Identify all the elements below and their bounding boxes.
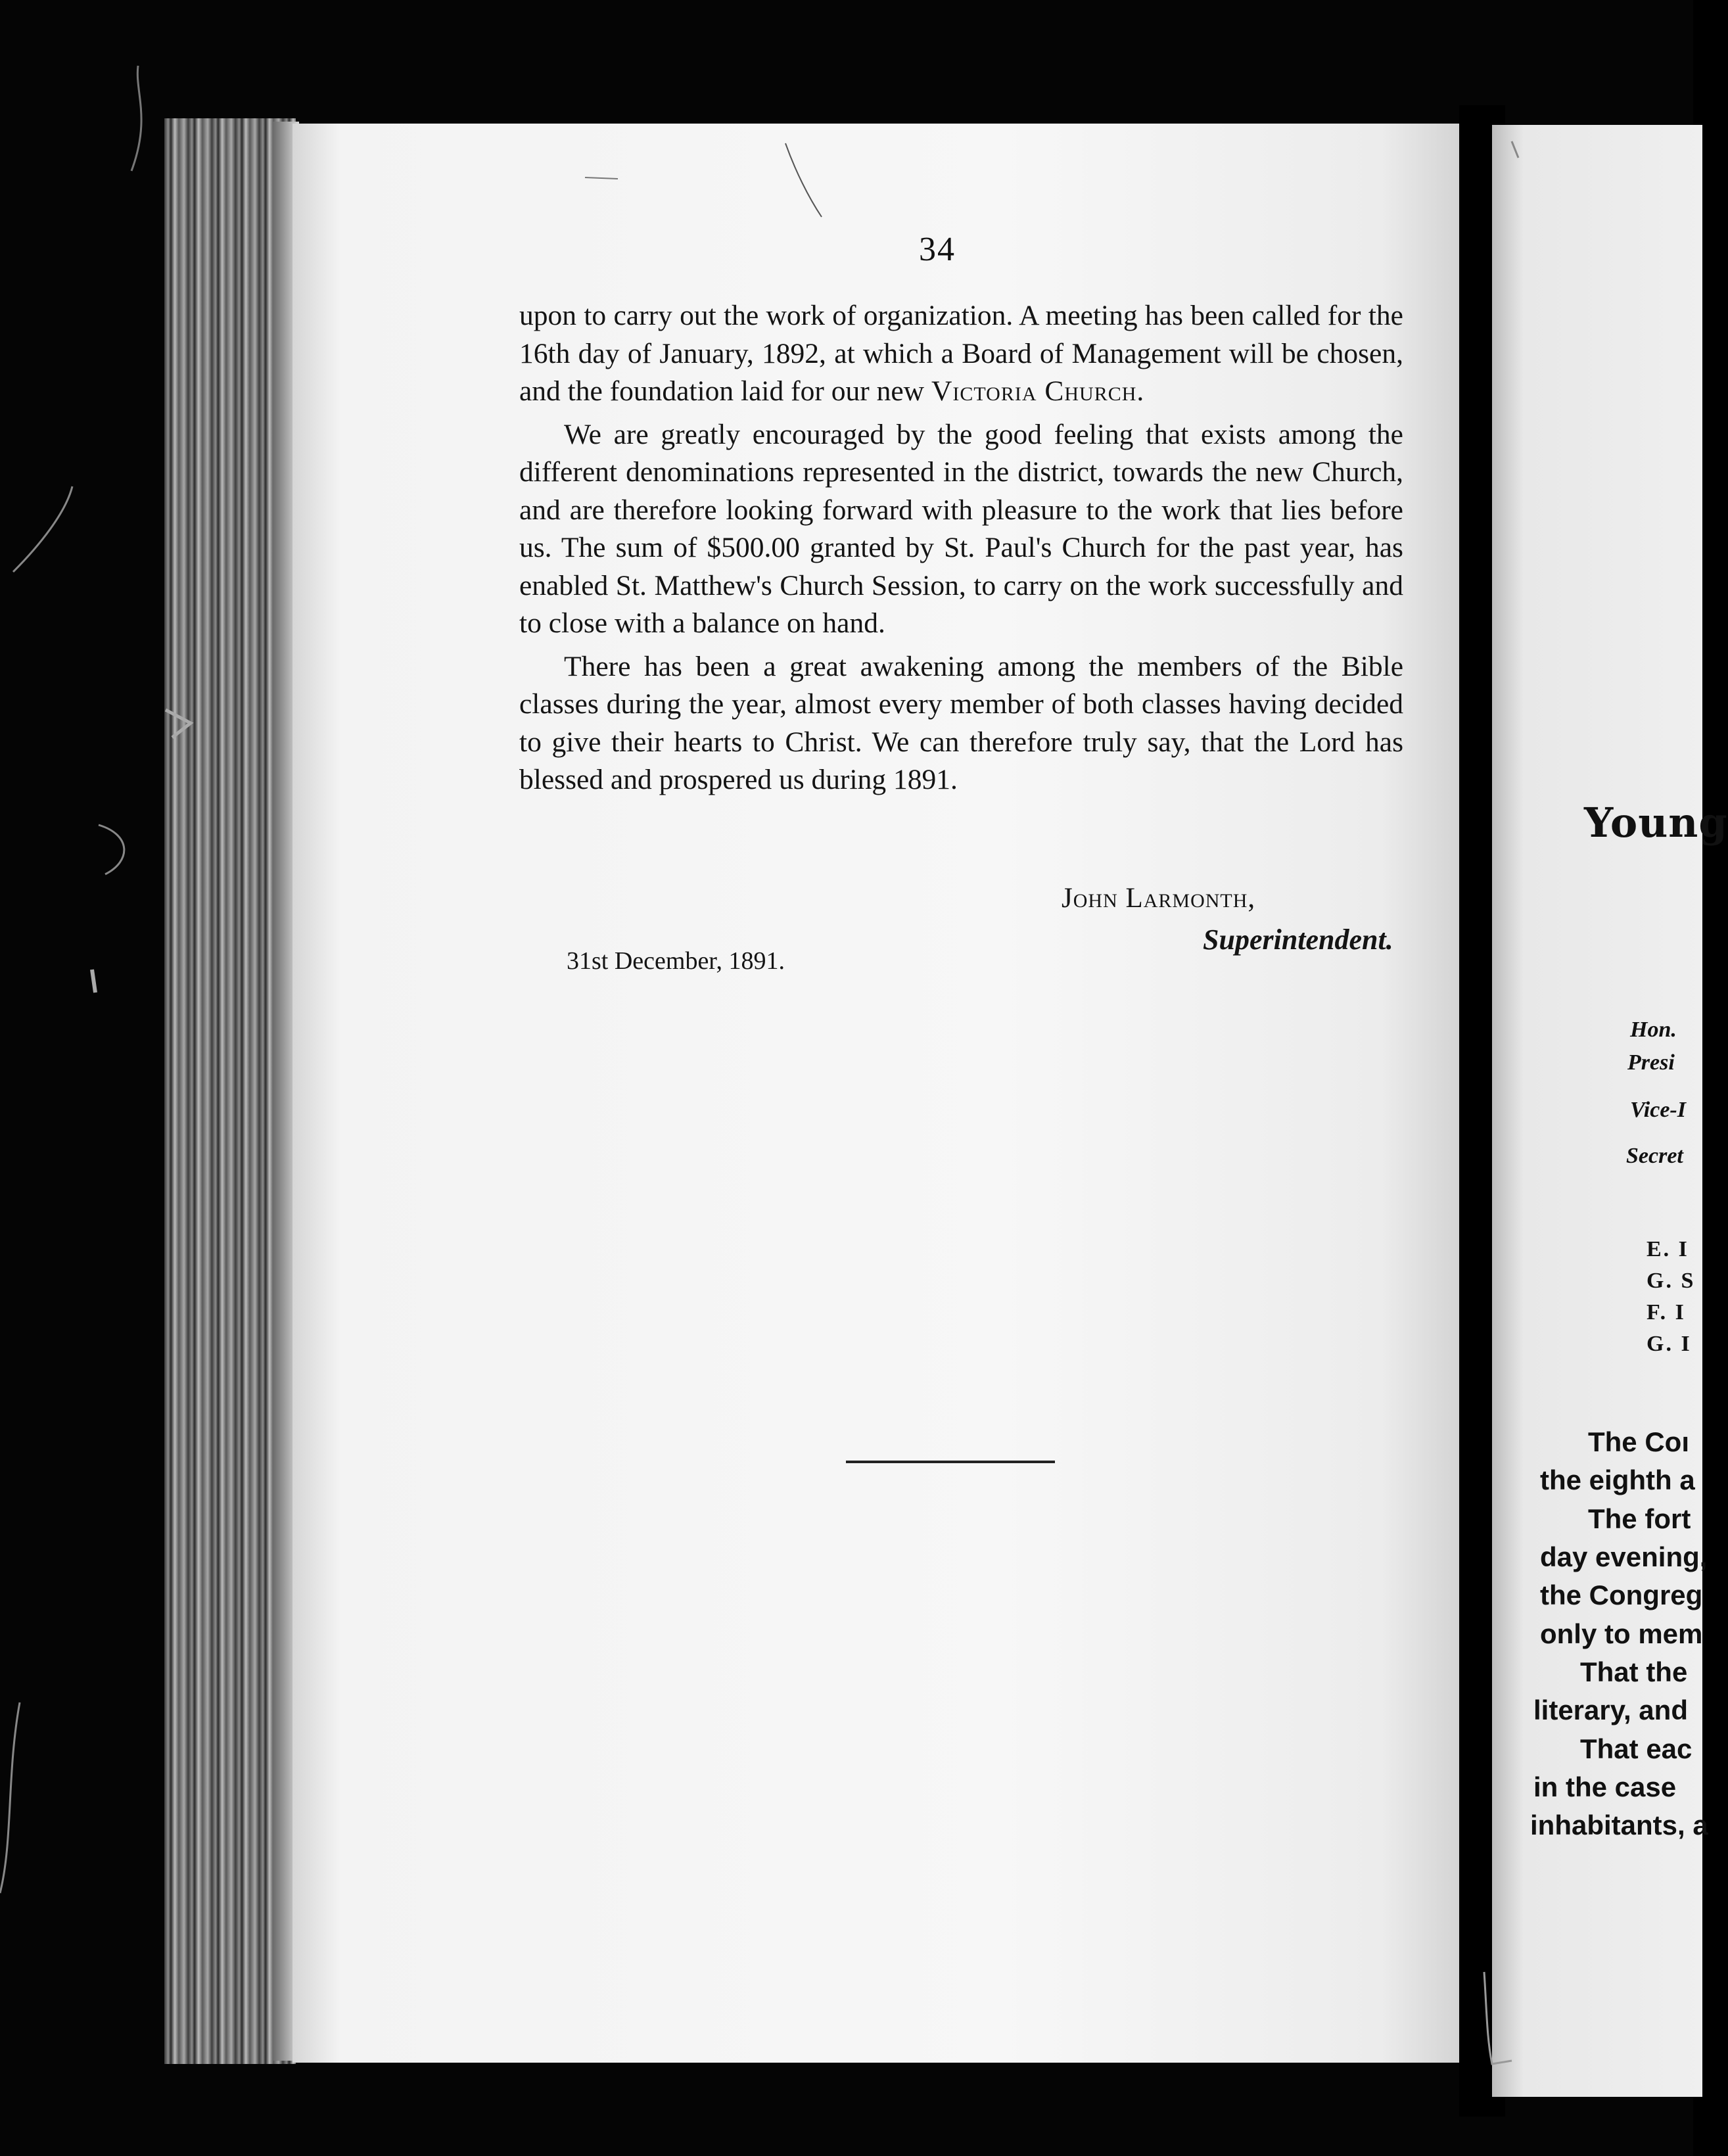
initial-1: E. I	[1646, 1237, 1689, 1261]
signature-title: Superintendent.	[1203, 924, 1393, 956]
label-vice-president: Vice-I	[1630, 1098, 1686, 1122]
right-body-line-2: the eighth a	[1540, 1465, 1695, 1495]
right-body-line-9: That eac	[1580, 1733, 1693, 1764]
initial-4: G. I	[1646, 1332, 1692, 1356]
right-body-line-10: in the case	[1533, 1771, 1677, 1802]
paragraph-1-end: .	[1136, 375, 1144, 407]
label-president: Presi	[1627, 1050, 1675, 1075]
right-body-line-8: literary, and	[1533, 1695, 1688, 1725]
church-name: Victoria Church	[931, 375, 1137, 407]
right-body-line-5: the Congreg	[1540, 1580, 1703, 1610]
right-body-line-7: That the	[1580, 1656, 1688, 1687]
right-page-heading: Young	[1584, 799, 1728, 847]
label-hon: Hon.	[1630, 1018, 1677, 1042]
paragraph-2: We are greatly encouraged by the good feeling that exists among the different denominations represented in the district, towards the new Church, and are therefore looking forward with pleasure to the work that lies before us. The sum of $500.00 granted by St. Paul's Church for the past year, has enabled St. Matthew's Church Session, to carry on the work successfully and to close with a balance on hand.	[519, 418, 1403, 639]
right-body-line-11: inhabitants, a	[1530, 1810, 1708, 1840]
date-line: 31st December, 1891.	[567, 947, 785, 975]
right-body-line-4: day evening,	[1540, 1541, 1708, 1572]
initial-3: F. I	[1646, 1300, 1686, 1324]
paragraph-3: There has been a great awakening among the members of the Bible classes during the year, almost every member of both classes having decided to give their hearts to Christ. We can therefore truly say, that the Lord has blessed and prospered us during 1891.	[519, 650, 1403, 795]
right-body-line-3: The fort	[1588, 1503, 1691, 1534]
signature-name: John Larmonth,	[1062, 883, 1256, 914]
right-body-line-6: only to mem	[1540, 1618, 1703, 1649]
page-number: 34	[919, 231, 956, 268]
paragraph-1-text: upon to carry out the work of organization. A meeting has been called for the 16th day of January, 1892, at which a Board of Management will be chosen, and the foundation laid for our new	[519, 300, 1403, 407]
initial-2: G. S	[1646, 1269, 1696, 1293]
right-body-line-1: The Coı	[1588, 1426, 1689, 1457]
label-secretary: Secret	[1626, 1144, 1683, 1168]
